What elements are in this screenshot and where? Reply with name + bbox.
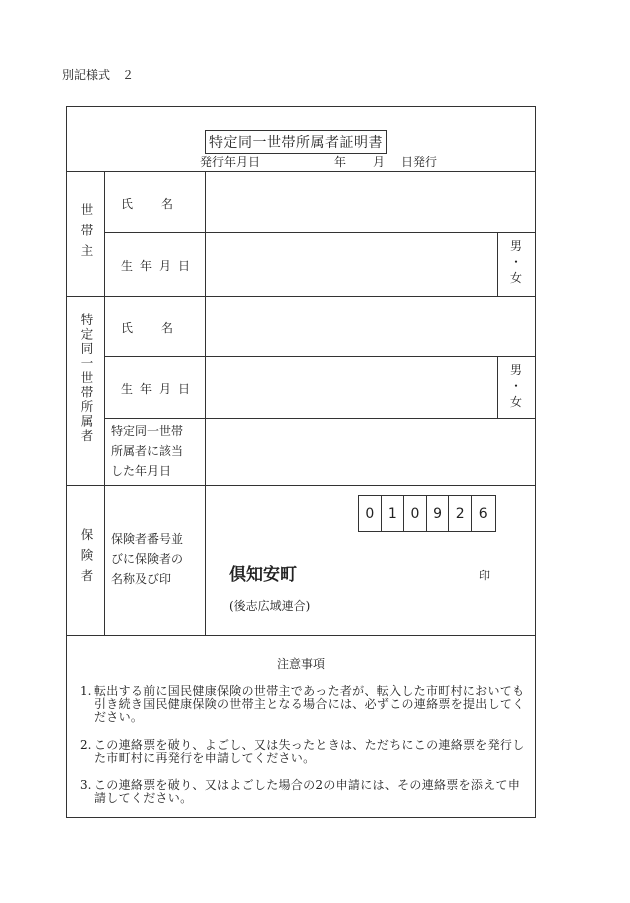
note-item — [80, 685, 530, 724]
note-item — [80, 779, 530, 805]
insurer-union-name: (後志広域連合) — [229, 599, 311, 613]
member-gender — [497, 362, 535, 410]
insurer-description — [111, 529, 183, 589]
note-text: 転出する前に国民健康保険の世帯主であった者が、転入した市町村においても引き続き国民健康保険の世帯主となる場合には、必ずこの連絡票を提出してください。 — [94, 684, 525, 724]
issue-date-label: 発行年月日 — [200, 155, 261, 169]
divider — [104, 356, 536, 357]
householder-section-label: 世帯主 — [79, 203, 94, 265]
form-label: 別記様式 ２ — [62, 68, 135, 82]
column-divider — [104, 171, 105, 635]
member-section-label: 特定同一世帯所属者 — [79, 313, 94, 444]
note-number: 3. — [80, 778, 92, 792]
note-number: 1. — [80, 684, 92, 698]
note-text: この連絡票を破り、よごし、又は失ったときは、ただちにこの連絡票を発行した市町村に再発行を申請してください。 — [94, 738, 525, 765]
issue-year-label: 年 — [334, 155, 347, 169]
insurer-number-digit: 0 — [404, 496, 427, 531]
divider — [104, 232, 536, 233]
seal-mark: 印 — [479, 569, 490, 582]
divider — [66, 296, 536, 297]
gender-male: 男 — [509, 239, 522, 253]
gender-female: 女 — [509, 395, 522, 409]
column-divider — [205, 171, 206, 635]
insurer-number-digit: 9 — [427, 496, 450, 531]
divider — [66, 635, 536, 636]
divider — [66, 485, 536, 486]
gender-dot: ・ — [509, 255, 522, 269]
member-name-label: 氏名 — [121, 321, 202, 335]
member-birth-label: 生年月日 — [121, 382, 198, 396]
qualify-line: した年月日 — [111, 464, 172, 478]
gender-female: 女 — [509, 271, 522, 285]
insurer-desc-line: 名称及び印 — [111, 572, 172, 586]
member-qualify-date-label — [111, 421, 183, 481]
insurer-desc-line: びに保険者の — [111, 552, 184, 566]
issue-month-label: 月 — [373, 155, 386, 169]
insurer-number-digit: 2 — [449, 496, 472, 531]
divider — [104, 418, 536, 419]
insurer-number-boxes — [358, 495, 496, 532]
note-text: この連絡票を破り、又はよごした場合の2の申請には、その連絡票を添えて申請してください。 — [94, 778, 521, 805]
insurer-number-digit: 1 — [382, 496, 405, 531]
issue-day-label: 日発行 — [401, 155, 438, 169]
gender-dot: ・ — [509, 379, 522, 393]
insurer-number-digit: 6 — [478, 505, 488, 522]
householder-birth-label: 生年月日 — [121, 259, 198, 273]
qualify-line: 特定同一世帯 — [111, 424, 184, 438]
gender-male: 男 — [509, 363, 522, 377]
qualify-line: 所属者に該当 — [111, 444, 184, 458]
notes-title: 注意事項 — [276, 657, 325, 671]
householder-gender — [497, 238, 535, 286]
note-item — [80, 739, 530, 765]
insurer-town-name: 倶知安町 — [229, 565, 297, 585]
insurer-number-digit: 0 — [359, 496, 382, 531]
insurer-desc-line: 保険者番号並 — [111, 532, 184, 546]
note-number: 2. — [80, 738, 92, 752]
insurer-section-label: 保険者 — [79, 528, 94, 590]
divider — [66, 171, 536, 172]
householder-name-label: 氏名 — [121, 197, 202, 211]
certificate-title: 特定同一世帯所属者証明書 — [205, 130, 387, 154]
